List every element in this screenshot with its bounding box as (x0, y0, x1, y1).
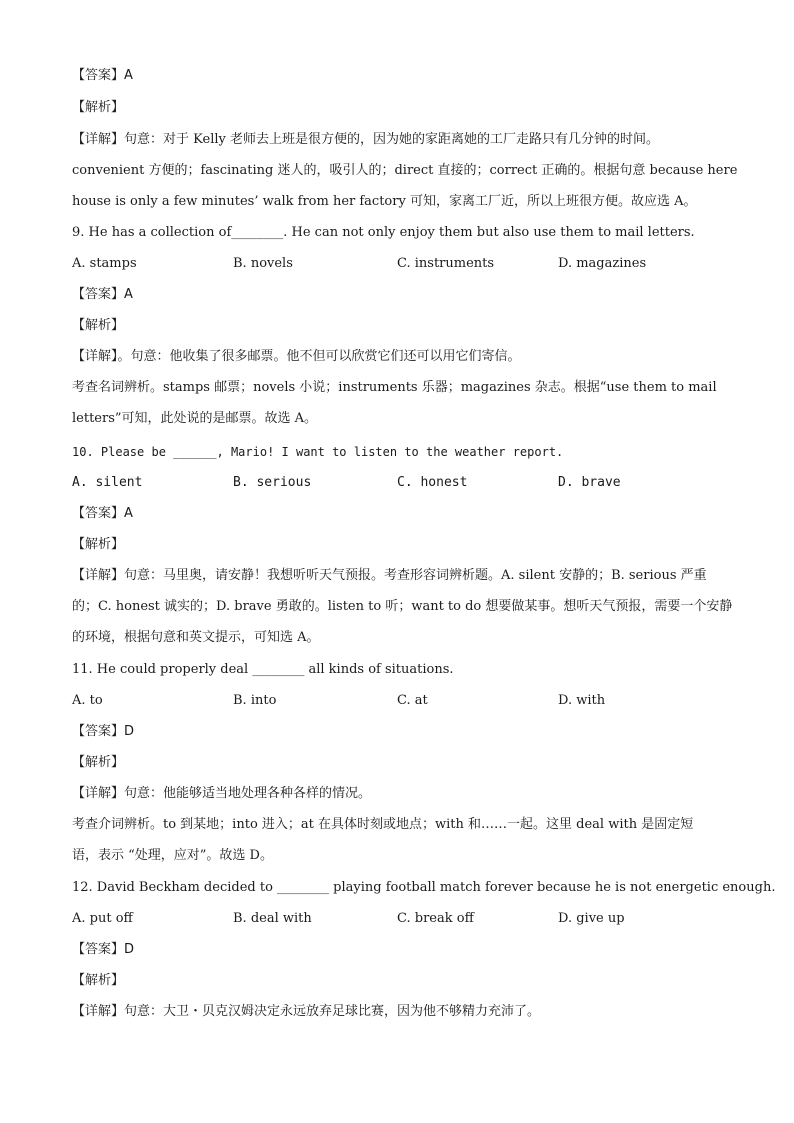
explanation-line: 【详解】句意：大卫・贝克汉姆决定永远放弃足球比赛，因为他不够精力充沛了。 (72, 1004, 541, 1019)
answer-label: 【答案】A (72, 68, 133, 83)
option-a: A. to (72, 693, 103, 708)
option-b: B. novels (233, 256, 293, 271)
analysis-label: 【解析】 (72, 318, 125, 333)
answer-label: 【答案】A (72, 287, 133, 302)
analysis-label: 【解析】 (72, 973, 125, 988)
explanation-line: house is only a few minutes’ walk from her factory 可知，家离工厂近，所以上班很方便。故应选 A。 (72, 194, 697, 209)
option-c: C. break off (397, 911, 474, 926)
analysis-label: 【解析】 (72, 537, 125, 552)
answer-label: 【答案】D (72, 724, 135, 739)
explanation-line: 的环境，根据句意和英文提示，可知选 A。 (72, 630, 320, 645)
option-d: D. magazines (558, 256, 647, 271)
option-a: A. stamps (72, 256, 137, 271)
option-c: C. honest (397, 475, 468, 490)
explanation-line: letters”可知，此处说的是邮票。故选 A。 (72, 411, 318, 426)
explanation-line: 【详解】句意：他能够适当地处理各种各样的情况。 (72, 786, 372, 801)
question-9: 9. He has a collection of________. He can not only enjoy them but also use them to mail letters. (72, 225, 695, 240)
option-c: C. at (397, 693, 428, 708)
question-10: 10. Please be ______, Mario! I want to listen to the weather report. (72, 445, 564, 459)
explanation-line: 的；C. honest 诚实的；D. brave 勇敢的。listen to 听；want to do 想要做某事。想听天气预报，需要一个安静 (72, 599, 733, 614)
option-a: A. put off (72, 911, 133, 926)
question-12: 12. David Beckham decided to ________ playing football match forever because he is not energetic enough. (72, 880, 776, 895)
option-d: D. give up (558, 911, 625, 926)
option-b: B. into (233, 693, 277, 708)
question-11: 11. He could properly deal ________ all kinds of situations. (72, 662, 454, 677)
analysis-label: 【解析】 (72, 100, 125, 115)
explanation-line: 【详解】句意：对于 Kelly 老师去上班是很方便的，因为她的家距离她的工厂走路只有几分钟的时间。 (72, 132, 659, 147)
option-b: B. serious (233, 475, 312, 490)
explanation-line: convenient 方便的；fascinating 迷人的，吸引人的；direct 直接的；correct 正确的。根据句意 because here (72, 163, 738, 178)
explanation-line: 语，表示 “处理，应对”。故选 D。 (72, 848, 273, 863)
analysis-label: 【解析】 (72, 755, 125, 770)
option-c: C. instruments (397, 256, 495, 271)
answer-label: 【答案】D (72, 942, 135, 957)
explanation-line: 【详解】。句意：他收集了很多邮票。他不但可以欣赏它们还可以用它们寄信。 (72, 349, 521, 364)
explanation-line: 考查名词辨析。stamps 邮票；novels 小说；instruments 乐器；magazines 杂志。根据“use them to mail (72, 380, 717, 395)
answer-label: 【答案】A (72, 506, 133, 521)
option-d: D. with (558, 693, 606, 708)
option-a: A. silent (72, 475, 143, 490)
option-d: D. brave (558, 475, 621, 490)
explanation-line: 【详解】句意：马里奥，请安静！我想听听天气预报。考查形容词辨析题。A. silent 安静的；B. serious 严重 (72, 568, 707, 583)
option-b: B. deal with (233, 911, 312, 926)
explanation-line: 考查介词辨析。to 到某地；into 进入；at 在具体时刻或地点；with 和……一起。这里 deal with 是固定短 (72, 817, 694, 832)
